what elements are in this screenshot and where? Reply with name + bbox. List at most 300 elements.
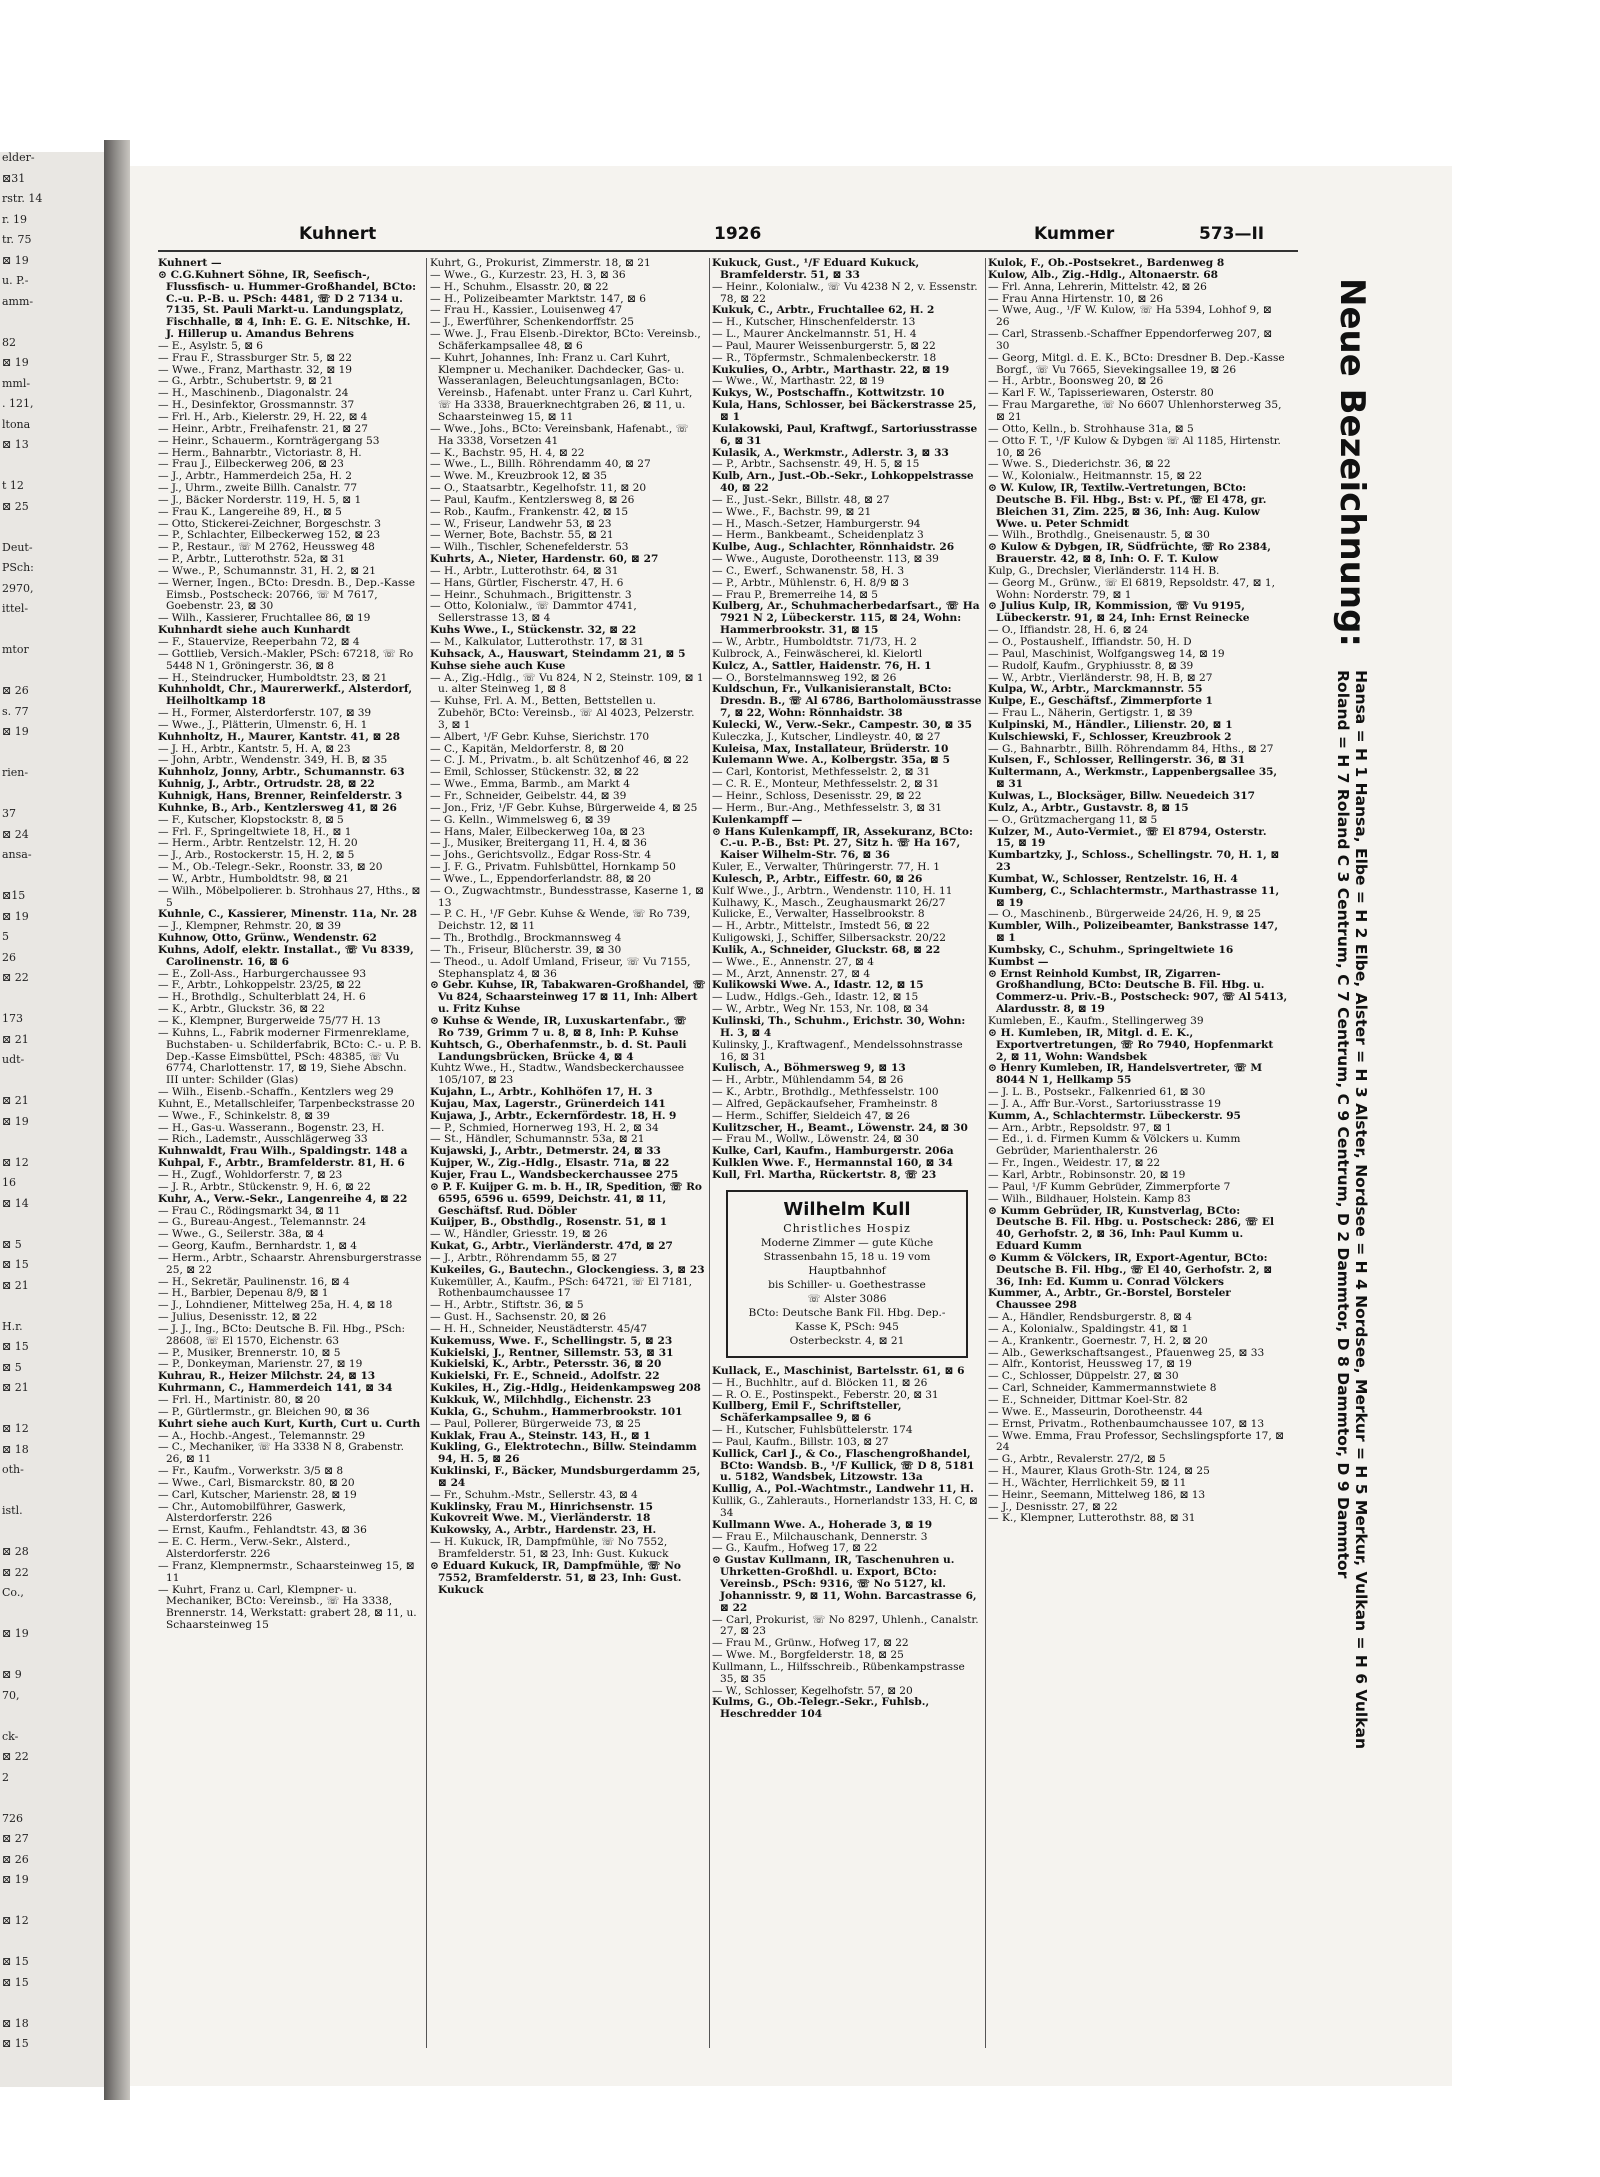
directory-entry: — H., Sekretär, Paulinenstr. 16, ⊠ 4 [158,1275,350,1288]
left-fragment: 173 [2,1012,23,1025]
left-fragment: 70, [2,1688,20,1702]
left-fragment: istl. [2,1504,23,1517]
directory-entry: — H., Desinfektor, Grossmannstr. 37 [158,399,355,412]
left-fragment: ⊠ 21 [2,1278,29,1292]
directory-entry: — Wwe., L., Eppendorferlandstr. 88, ⊠ 20 [430,872,651,885]
directory-entry: Kukeiles, G., Bautechn., Glockengiess. 3, ⊠ 23 [430,1263,705,1276]
directory-entry: ⊙ W. Kulow, IR, Textilw.-Vertretungen, BCto: Deutsche B. Fil. Hbg., Bst: v. Pf., ☏ El 478, gr. Bleichen 31, Zim. 225, ⊠ 36, Inh: Aug. Kulow Wwe. u. Peter Schmidt [988,482,1267,530]
directory-entry: — H., Maschinenb., Diagonalstr. 24 [158,387,349,400]
left-fragment [0,747,104,768]
left-fragment: ⊠ 19 [2,725,29,738]
directory-entry: — H., Kutscher, Hinschenfelderstr. 13 [712,316,916,329]
directory-entry: Kumbst — [988,955,1049,968]
sidebar-line-1: Hansa = H 1 Hansa, Elbe = H 2 Elbe, Alster = H 3 Alster, Nordsee = H 4 Nordsee, Merkur = H 5 Merkur, Vulkan = H 6 Vulkan [1352,670,1370,1750]
directory-entry: Kulitzscher, H., Beamt., Löwenstr. 24, ⊠ 30 [712,1121,968,1134]
directory-entry: — M., Ob.-Telegr.-Sekr., Roonstr. 33, ⊠ 20 [158,861,383,874]
directory-entry: Kuklinski, F., Bäcker, Mundsburgerdamm 25, ⊠ 24 [430,1465,701,1489]
left-fragment [0,521,104,542]
left-fragment: ⊠ 15 [2,1975,29,1989]
directory-entry: Kukielski, Fr. E., Schneid., Adolfstr. 22 [430,1370,660,1383]
directory-entry: — H. H., Schneider, Neustädterstr. 45/47 [430,1322,648,1335]
directory-entry: Kujawa, J., Arbtr., Eckernfördestr. 18, H. 9 [430,1109,677,1122]
directory-entry: Kulwas, L., Blocksäger, Billw. Neuedeich 317 [988,789,1255,802]
directory-entry: Kukielski, K., Arbtr., Petersstr. 36, ⊠ 20 [430,1358,662,1371]
header-first-name: Kuhnert [299,224,377,244]
page-header [154,224,1292,248]
directory-entry: — P., Restaur., ☏ M 2762, Heussweg 48 [158,541,375,554]
left-fragment: ⊠ 12 [2,1422,29,1435]
directory-entry: ⊙ P. F. Kuijper G. m. b. H., IR, Spedition, ☏ Ro 6595, 6596 u. 6599, Deichstr. 41, ⊠ 11, Geschäftsf. Rud. Döbler [430,1180,702,1217]
directory-entry: — O., Grützmachergang 11, ⊠ 5 [988,813,1158,826]
directory-entry: — M., Arzt, Annenstr. 27, ⊠ 4 [712,967,871,980]
directory-entry: Kukiles, H., Zig.-Hdlg., Heidenkampsweg 208 [430,1382,701,1395]
column-divider [985,258,986,2048]
directory-entry: Kulke, Carl, Kaufm., Hamburgerstr. 206a [712,1145,954,1158]
directory-entry: — Fr., Schuhm.-Mstr., Sellerstr. 43, ⊠ 4 [430,1488,638,1501]
directory-entry: — E., Schneider, Dittmar Koel-Str. 82 [988,1394,1189,1406]
directory-entry: — Wwe. S., Diederichstr. 36, ⊠ 22 [988,458,1171,471]
directory-entry: Kulz, A., Arbtr., Gustavstr. 8, ⊠ 15 [988,801,1189,814]
directory-entry: Kukemuss, Wwe. F., Schellingstr. 5, ⊠ 23 [430,1334,673,1347]
directory-entry: — Wwe. M., Borgfelderstr. 18, ⊠ 25 [712,1649,904,1662]
directory-entry: — Jon., Friz, ¹/F Gebr. Kuhse, Bürgerweide 4, ⊠ 25 [430,801,698,814]
directory-entry: Kulcz, A., Sattler, Haidenstr. 76, H. 1 [712,659,932,672]
directory-entry: — Georg M., Grünw., ☏ El 6819, Repsoldstr. 47, ⊠ 1, Wohn: Norderstr. 79, ⊠ 1 [988,576,1276,601]
directory-entry: Kujahn, L., Arbtr., Kohlhöfen 17, H. 3 [430,1086,653,1099]
column-divider [426,258,427,2048]
left-fragment: ⊠ 25 [2,499,29,513]
directory-entry: — Kuhse, Frl. A. M., Betten, Bettstellen u. Zubehör, BCto: Vereinsb., ☏ Al 4023, Pelzerstr. 3, ⊠ 1 [430,695,695,731]
directory-entry: Kuhtz Wwe., H., Stadtw., Wandsbeckerchaussee 105/107, ⊠ 23 [430,1062,684,1087]
directory-entry: — Frl. H., Martinistr. 80, ⊠ 20 [158,1394,321,1406]
directory-entry: — Heinr., Schloss, Desenisstr. 29, ⊠ 22 [712,789,922,802]
directory-entry: — Wilh., Möbelpolierer. b. Strohhaus 27, Hths., ⊠ 5 [158,884,421,909]
directory-entry: Kuler, E., Verwalter, Thüringerstr. 77, H. 1 [712,861,940,874]
directory-entry: — Wwe., Emma, Barmb., am Markt 4 [430,778,630,791]
left-fragment: 82 [2,335,16,349]
directory-entry: — K., Arbtr., Brothdlg., Methfesselstr. 100 [712,1086,939,1099]
left-fragment [0,624,104,645]
directory-entry: — Frau P., Bremerreihe 14, ⊠ 5 [712,588,878,601]
column-3 [712,258,982,2048]
directory-entry: Kujper, W., Zig.-Hdlg., Elsastr. 71a, ⊠ 22 [430,1157,670,1170]
directory-entry: — Rob., Kaufm., Frankenstr. 42, ⊠ 15 [430,505,629,518]
directory-entry: ⊙ Gustav Kullmann, IR, Taschenuhren u. Uhrketten-Großhdl. u. Export, BCto: Vereinsb., PSch: 9316, ☏ No 5127, kl. Johannisstr. 9, ⊠ 11, Wohn. Barcastrasse 6, ⊠ 22 [712,1554,977,1614]
column-1 [158,258,422,2048]
directory-entry: — Heinr., Schuhmach., Brigittenstr. 3 [430,588,632,601]
directory-entry: — Karl, Arbtr., Robinsonstr. 20, ⊠ 19 [988,1168,1186,1181]
left-fragment: ⊠ 27 [2,1832,29,1845]
left-page-fragment [0,152,104,2087]
directory-entry: Kuhrt, G., Prokurist, Zimmerstr. 18, ⊠ 21 [430,258,651,269]
column-divider [709,258,710,2048]
directory-entry: — F., Stauervize, Reeperbahn 72, ⊠ 4 [158,636,360,648]
directory-entry: Kuhnhardt siehe auch Kunhardt [158,624,351,637]
left-fragment [0,1608,104,1629]
left-fragment: ansa- [2,848,32,861]
directory-entry: — Wwe., Auguste, Dorotheenstr. 113, ⊠ 39 [712,553,939,566]
directory-entry: Kuhse siehe auch Kuse [430,659,566,672]
directory-entry: Kulicke, E., Verwalter, Hasselbrookstr. 8 [712,908,925,921]
directory-entry: — Frau H., Kassier., Louisenweg 47 [430,304,623,317]
directory-entry: — O., Maschinenb., Bürgerweide 24/26, H. 9, ⊠ 25 [988,908,1262,921]
directory-entry: — W., Arbtr., Humboldtstr. 71/73, H. 2 [712,636,917,648]
directory-entry: — H., Arbtr., Stiftstr. 36, ⊠ 5 [430,1299,584,1312]
directory-entry: — Gust. H., Sachsenstr. 20, ⊠ 26 [430,1311,607,1324]
left-fragment: 16 [2,1176,16,1189]
directory-entry: — Julius, Desenisstr. 12, ⊠ 22 [158,1311,318,1324]
directory-entry: — Wilh., Eisenb.-Schaffn., Kentzlers weg 29 [158,1086,394,1099]
left-fragment: ⊠ 15 [2,1258,29,1271]
directory-entry: — Fr., Schneider, Geibelstr. 44, ⊠ 39 [430,789,627,802]
directory-entry: Kuleczka, J., Kutscher, Lindleystr. 40, ⊠ 27 [712,730,941,743]
left-fragment: ⊠ 19 [2,1114,29,1128]
left-fragment: . 121, [2,397,34,410]
directory-entry: — Frau Anna Hirtenstr. 10, ⊠ 26 [988,292,1164,305]
advertisement-box [726,1190,968,1358]
directory-entry: — O., Borstelmannsweg 192, ⊠ 26 [712,671,897,684]
book-gutter [104,140,130,2100]
directory-entry: — Otto, Stickerei-Zeichner, Borgeschstr. 3 [158,517,381,530]
directory-entry: — Otto, Kolonialw., ☏ Dammtor 4741, Sellerstrasse 13, ⊠ 4 [430,600,637,625]
directory-entry: — G., Kaufm., Hofweg 17, ⊠ 22 [712,1542,878,1555]
left-fragment: ⊠ 19 [2,1627,29,1640]
directory-entry: — J., Arbtr., Röhrendamm 55, ⊠ 27 [430,1251,618,1264]
directory-entry: — Heinr., Schauerm., Kornträgergang 53 [158,434,380,447]
directory-entry: — Herm., Bankbeamt., Scheidenplatz 3 [712,529,924,542]
directory-entry: — Albert, ¹/F Gebr. Kuhse, Sierichstr. 170 [430,730,650,743]
left-fragment: Co., [2,1586,24,1599]
left-fragment: r. 19 [2,212,28,226]
ad-subtitle: Christliches Hospiz [783,1221,911,1235]
directory-entry: — Kuhrt, Franz u. Carl, Klempner- u. Mechaniker, BCto: Vereinsb., ☏ Ha 3338, Brennerstr. 14, Werkstatt: grabert 28, ⊠ 11, u. Schaarsteinweg 15 [158,1583,417,1632]
directory-entry: Kujau, Max, Lagerstr., Grünerdeich 141 [430,1097,666,1110]
directory-entry: — E., Zoll-Ass., Harburgerchaussee 93 [158,967,367,980]
directory-entry: Kulok, F., Ob.-Postsekret., Bardenweg 8 [988,258,1225,269]
directory-entry: Kull, Frl. Martha, Rückertstr. 8, ☏ 23 [712,1168,937,1181]
directory-entry: Kullick, Carl J., & Co., Flaschengroßhandel, BCto: Wandsb. B., ¹/F Kullick, ☏ D 8, 5181 u. 5182, Wandsbek, Litzowstr. 13a [712,1447,975,1484]
directory-entry: — Georg, Kaufm., Bernhardstr. 1, ⊠ 4 [158,1240,357,1253]
directory-entry: — Fr., Kaufm., Vorwerkstr. 3/5 ⊠ 8 [158,1465,344,1478]
left-fragment [0,1136,104,1157]
directory-entry: — Fr., Ingen., Weidestr. 17, ⊠ 22 [988,1157,1160,1170]
directory-entry: — O., Iffiandstr. 28, H. 6, ⊠ 24 [988,624,1148,637]
directory-entry: Kumm, A., Schlachtermstr. Lübeckerstr. 95 [988,1109,1241,1122]
directory-entry: — Herm., Bur.-Ang., Methfesselstr. 3, ⊠ 31 [712,801,942,814]
directory-entry: Kulenkampff — [712,813,803,826]
directory-entry: — W., Arbtr., Vierländerstr. 98, H. B, ⊠ 27 [988,671,1213,684]
directory-entry: — H., Zugf., Wohldorferstr. 7, ⊠ 23 [158,1168,343,1181]
directory-entry: Kuhtsch, G., Oberhafenmstr., b. d. St. Pauli Landungsbrücken, Brücke 4, ⊠ 4 [430,1038,687,1063]
directory-entry: Kuhrau, R., Heizer Milchstr. 24, ⊠ 13 [158,1370,376,1383]
directory-entry: — O., Zugwachtmstr., Bundesstrasse, Kaserne 1, ⊠ 13 [430,884,704,909]
directory-entry: — Herm., Arbtr. Rentzelstr. 12, H. 20 [158,837,358,850]
left-fragment: ⊠15 [2,889,26,902]
directory-entry: — Wwe., F., Bachstr. 99, ⊠ 21 [712,505,872,518]
directory-entry: Kulf Wwe., J., Arbtrn., Wendenstr. 110, H. 11 [712,884,953,897]
directory-entry: — J., Ewerführer, Schenkendorffstr. 25 [430,316,634,329]
left-fragment: t 12 [2,479,24,492]
directory-entry: ⊙ Hans Kulenkampff, IR, Assekuranz, BCto: C.-u. P.-B., Bst: Pt. 27, Sitz h. ☏ Ha 167, Kaiser Wilhelm-Str. 76, ⊠ 36 [712,825,973,862]
left-fragment [0,460,104,481]
directory-entry: — F., Kutscher, Klopstockstr. 8, ⊠ 5 [158,813,344,826]
directory-entry: — Wwe., Johs., BCto: Vereinsbank, Hafenabt., ☏ Ha 3338, Vorsetzen 41 [430,422,689,447]
directory-entry: ⊙ Ernst Reinhold Kumbst, IR, Zigarren-Großhandlung, BCto: Deutsche B. Fil. Hbg. u. Commerz-u. Priv.-B., Postscheck: 907, ☏ Al 5413, Alardusstr. 8, ⊠ 19 [988,967,1288,1016]
directory-entry: Kulp, G., Drechsler, Vierländerstr. 114 H. B. [988,564,1220,577]
directory-entry: — Frau K., Langereihe 89, H., ⊠ 5 [158,505,342,518]
directory-entry: — J. H., Arbtr., Kantstr. 5, H. A, ⊠ 23 [158,742,351,755]
left-fragment [0,1936,104,1957]
directory-entry: — K., Klempner, Lutterothstr. 88, ⊠ 31 [988,1512,1196,1525]
directory-entry: Kullik, G., Zahlerauts., Hornerlandstr 133, H. C, ⊠ 34 [712,1495,978,1519]
directory-entry: — G., Arbtr., Revalerstr. 27/2, ⊠ 5 [988,1453,1166,1466]
directory-entry: Kullig, A., Pol.-Wachtmstr., Landwehr 11, H. [712,1483,974,1496]
directory-entry: — Paul, Kaufm., Kentzlersweg 8, ⊠ 26 [430,493,635,506]
directory-entry: — H., Kutscher, Fuhlsbüttelerstr. 174 [712,1424,913,1437]
left-fragment: ⊠ 15 [2,1340,29,1353]
directory-entry: — W., Arbtr., Weg Nr. 153, Nr. 108, ⊠ 34 [712,1003,929,1016]
directory-entry: Kukovreit Wwe. M., Vierländerstr. 18 [430,1512,651,1525]
left-fragment [0,1300,104,1321]
left-fragment [0,316,104,337]
directory-entry: Kuhnert — [158,258,222,269]
ad-title: Wilhelm Kull [783,1198,911,1220]
left-fragment [0,1997,104,2018]
directory-entry: — Wwe., Franz, Marthastr. 32, ⊠ 19 [158,363,353,376]
directory-entry: — J., Lohndiener, Mittelweg 25a, H. 4, ⊠ 18 [158,1299,393,1312]
directory-entry: Kukuck, Gust., ¹/F Eduard Kukuck, Bramfelderstr. 51, ⊠ 33 [712,258,920,281]
left-fragment [0,870,104,891]
directory-entry: — A., Händler, Rendsburgerstr. 8, ⊠ 4 [988,1311,1193,1324]
left-fragment [0,993,104,1014]
directory-entry: — H. Kukuck, IR, Dampfmühle, ☏ No 7552, Bramfelderstr. 51, ⊠ 23, Inh: Gust. Kukuck [430,1536,669,1560]
left-fragment: PSch: [2,561,34,574]
directory-entry: — J., Klempner, Rehmstr. 20, ⊠ 39 [158,920,341,933]
directory-entry: ⊙ Henry Kumleben, IR, Handelsvertreter, ☏ M 8044 N 1, Hellkamp 55 [988,1062,1263,1087]
directory-entry: — H., Steindrucker, Humboldtstr. 23, ⊠ 21 [158,671,388,684]
directory-entry: — K., Arbtr., Gluckstr. 36, ⊠ 22 [158,1003,326,1016]
directory-entry: Kuldschun, Fr., Vulkanisieranstalt, BCto: Dresdn. B., ☏ Al 6786, Bartholomäusstrasse 7, ⊠ 22, Wohn: Rönnhaidstr. 38 [712,683,982,720]
directory-entry: — J. L. B., Postsekr., Falkenried 61, ⊠ 30 [988,1086,1206,1099]
directory-entry: — Herm., Bahnarbtr., Victoriastr. 8, H. [158,446,362,459]
directory-entry: Kulpe, E., Geschäftsf., Zimmerpforte 1 [988,695,1213,708]
directory-entry: — Frau F., Strassburger Str. 5, ⊠ 22 [158,351,352,364]
directory-entry: — W., Arbtr., Humboldtstr. 98, ⊠ 21 [158,872,349,885]
left-fragment: 726 [2,1811,23,1825]
directory-entry: — P., Arbtr., Sachsenstr. 49, H. 5, ⊠ 15 [712,458,920,471]
left-fragment: ⊠ 19 [2,1873,29,1886]
ad-bank: BCto: Deutsche Bank Fil. Hbg. Dep.-Kasse K, PSch: 945 [748,1306,946,1333]
directory-entry: — H., Gas-u. Wasserann., Bogenstr. 23, H. [158,1121,385,1134]
left-fragment: ltona [2,417,31,431]
directory-entry: — Wwe. Emma, Frau Professor, Sechslingspforte 17, ⊠ 24 [988,1429,1285,1454]
directory-entry: — Alfr., Kontorist, Heussweg 17, ⊠ 19 [988,1358,1192,1371]
directory-entry: Kulb, Arn., Just.-Ob.-Sekr., Lohkoppelstrasse 40, ⊠ 22 [712,470,974,495]
directory-entry: — J., Desnisstr. 27, ⊠ 22 [988,1500,1118,1513]
directory-entry: Kulschiewski, F., Schlosser, Kreuzbrook 2 [988,730,1232,743]
left-fragment: ⊠ 5 [2,1360,22,1374]
directory-entry: — R., Töpfermstr., Schmalenbeckerstr. 18 [712,351,937,364]
directory-entry: ⊙ C.G.Kuhnert Söhne, IR, Seefisch-, Flussfisch- u. Hummer-Großhandel, BCto: C.-u. P.-B. u. PSch: 4481, ☏ D 2 7134 u. 7135, St. Pauli Markt-u. Landungsplatz, Fischhalle, ⊠ 4, Inh: E. G. E. Nitschke, H. J. Hillerup u. Amandus Behrens [158,268,417,341]
directory-entry: — Wwe. M., Kreuzbrook 12, ⊠ 35 [430,470,607,483]
column-2 [430,258,706,2048]
directory-entry: — Rich., Lademstr., Ausschlägerweg 33 [158,1133,368,1146]
directory-entry: — Wwe. J., Frau Elsenb.-Direktor, BCto: Vereinsb., Schäferkampsallee 48, ⊠ 6 [430,328,701,352]
left-fragment: ⊠ 28 [2,1545,29,1558]
directory-entry: — H., Maurer, Klaus Groth-Str. 124, ⊠ 25 [988,1465,1210,1478]
directory-entry: Kumberg, C., Schlachtermstr., Marthastrasse 11, ⊠ 19 [988,884,1280,909]
directory-entry: — Frau M., Wollw., Löwenstr. 24, ⊠ 30 [712,1133,919,1146]
directory-entry: Kummer, A., Arbtr., Gr.-Borstel, Borsteler Chaussee 298 [988,1287,1231,1312]
directory-entry: — W., Schlosser, Kegelhofstr. 57, ⊠ 20 [712,1684,913,1697]
sidebar-codes [1334,670,1370,1749]
directory-entry: — C., Schlosser, Düppelstr. 27, ⊠ 30 [988,1370,1179,1383]
directory-entry: — P., Donkeyman, Marienstr. 27, ⊠ 19 [158,1358,363,1371]
directory-entry: Kulik, A., Schneider, Gluckstr. 68, ⊠ 22 [712,943,941,956]
left-fragment [0,1895,104,1916]
directory-entry: Kukling, G., Elektrotechn., Billw. Steindamm 94, H. 5, ⊠ 26 [430,1441,697,1466]
directory-entry: — C. J. M., Privatm., b. alt Schützenhof 46, ⊠ 22 [430,754,689,767]
directory-entry: Kulesch, P., Arbtr., Eiffestr. 60, ⊠ 26 [712,872,923,885]
left-fragment [0,1710,104,1731]
directory-entry: Kuklak, Frau A., Steinstr. 143, H., ⊠ 1 [430,1429,651,1442]
directory-entry: ⊙ Gebr. Kuhse, IR, Tabakwaren-Großhandel, ☏ Vu 824, Schaarsteinweg 17 ⊠ 11, Inh: Albert u. Fritz Kuhse [430,979,706,1016]
directory-entry: Kulakowski, Paul, Kraftwgf., Sartoriusstrasse 6, ⊠ 31 [712,422,978,447]
directory-entry: — C., Ewerf., Schwanenstr. 58, H. 3 [712,564,905,577]
directory-entry: Kullmann, L., Hilfsschreib., Rübenkampstrasse 35, ⊠ 35 [712,1660,965,1685]
left-fragment: H.r. [2,1319,23,1333]
ad-line: bis Schiller- u. Goethestrasse [768,1278,926,1291]
directory-entry: Kulecki, W., Verw.-Sekr., Campestr. 30, ⊠ 35 [712,718,972,731]
directory-entry: — Carl, Schneider, Kammermannstwiete 8 [988,1382,1217,1395]
directory-entry: — J., Arb., Rostockerstr. 15, H. 2, ⊠ 5 [158,849,355,862]
directory-entry: — Frau J., Eilbeckerweg 206, ⊠ 23 [158,458,344,471]
directory-entry: — J., Uhrm., zweite Billh. Canalstr. 77 [158,482,358,495]
directory-entry: — J. R., Arbtr., Stückenstr. 9, H. 6, ⊠ 22 [158,1180,371,1193]
directory-entry: — Paul, Maurer Weissenburgerstr. 5, ⊠ 22 [712,339,936,352]
directory-entry: — Ed., i. d. Firmen Kumm & Völckers u. Kumm Gebrüder, Marienthalerstr. 26 [988,1133,1241,1158]
directory-entry: — P., Schmied, Hornerweg 193, H. 2, ⊠ 34 [430,1121,659,1134]
directory-entry: — Paul, ¹/F Kumm Gebrüder, Zimmerpforte 7 [988,1180,1231,1193]
directory-entry: — J., Musiker, Breitergang 11, H. 4, ⊠ 36 [430,837,647,850]
left-fragment: ⊠ 15 [2,2037,29,2050]
directory-entry: — G. Kelln., Wimmelsweg 6, ⊠ 39 [430,813,611,826]
directory-entry: — Alb., Gewerkschaftsangest., Pfauenweg 25, ⊠ 33 [988,1346,1265,1359]
directory-entry: Kulklen Wwe. F., Hermannstal 160, ⊠ 34 [712,1157,953,1170]
left-fragment: ⊠ 15 [2,1955,29,1968]
directory-entry: Kuhnt, E., Metallschleifer, Tarpenbeckstrasse 20 [158,1097,415,1110]
directory-entry: — Theod., u. Adolf Umland, Friseur, ☏ Vu 7155, Stephansplatz 4, ⊠ 36 [430,955,691,980]
directory-entry: — Th., Brothdlg., Brockmannsweg 4 [430,932,622,945]
directory-entry: Kulow, Alb., Zig.-Hdlg., Altonaerstr. 68 [988,268,1218,281]
directory-entry: — Werner, Ingen., BCto: Dresdn. B., Dep.-Kasse Eimsb., Postscheck: 20766, ☏ M 7617, Goebenstr. 23, ⊠ 30 [158,576,416,613]
directory-entry: Kuligowski, J., Schiffer, Silbersackstr. 20/22 [712,932,946,945]
directory-entry: — A., Hochb.-Angest., Telemannstr. 29 [158,1429,366,1442]
directory-entry: — Frau M., Grünw., Hofweg 17, ⊠ 22 [712,1637,909,1650]
directory-entry: — C. R. E., Monteur, Methfesselstr. 2, ⊠ 31 [712,778,940,791]
directory-entry: — Emil, Schlosser, Stückenstr. 32, ⊠ 22 [430,766,639,779]
directory-entry: Kulasik, A., Werkmstr., Adlerstr. 3, ⊠ 33 [712,446,949,459]
directory-entry: — W., Kolonialw., Heitmannstr. 15, ⊠ 22 [988,470,1203,483]
directory-entry: Kuhr, A., Verw.-Sekr., Langenreihe 4, ⊠ 22 [158,1192,408,1205]
left-fragment [0,1485,104,1506]
directory-entry: — Wilh., Bildhauer, Holstein. Kamp 83 [988,1192,1191,1205]
directory-entry: — Frl. H., Arb., Kielerstr. 29, H. 22, ⊠ 4 [158,410,368,423]
directory-entry: Kumleben, E., Kaufm., Stellingerweg 39 [988,1015,1204,1027]
directory-entry: Kulsen, F., Schlosser, Rellingerstr. 36, ⊠ 31 [988,754,1246,767]
left-fragment: ⊠ 12 [2,1155,29,1169]
directory-entry: Kulpa, W., Arbtr., Marckmannstr. 55 [988,683,1203,696]
directory-entry: — Th., Friseur, Blücherstr. 39, ⊠ 30 [430,943,622,956]
left-fragment: elder- [2,152,35,164]
directory-entry: Kuhnholz, Jonny, Arbtr., Schumannstr. 63 [158,766,405,779]
directory-entry: Kulikowski Wwe. A., Idastr. 12, ⊠ 15 [712,979,924,992]
directory-entry: — E., Just.-Sekr., Billstr. 48, ⊠ 27 [712,493,890,506]
directory-entry: Kulhawy, K., Masch., Zeughausmarkt 26/27 [712,896,946,909]
directory-entry: — Frau C., Rödingsmarkt 34, ⊠ 11 [158,1204,341,1217]
left-fragment: ⊠ 21 [2,1381,29,1394]
directory-entry: ⊙ Kumm Gebrüder, IR, Kunstverlag, BCto: Deutsche B. Fil. Hbg. u. Postscheck: 286, ☏ El 40, Gerhofstr. 2, ⊠ 36, Inh: Paul Kumm u. Eduard Kumm [988,1204,1274,1253]
directory-entry: — Frau L., Näherin, Gertigstr. 1, ⊠ 39 [988,707,1193,720]
left-fragment: ⊠ 13 [2,438,29,451]
directory-entry: Kuhrts, A., Nieter, Hardenstr. 60, ⊠ 27 [430,553,659,566]
ad-line: Moderne Zimmer — gute Küche [760,1236,934,1249]
left-fragment: u. P.- [2,274,29,287]
directory-entry: — Heinr., Kolonialw., ☏ Vu 4238 N 2, v. Essenstr. 78, ⊠ 22 [712,280,978,305]
directory-page [130,166,1452,2086]
directory-entry: Kuhsack, A., Hauswart, Steindamm 21, ⊠ 5 [430,647,686,660]
directory-entry: Kula, Hans, Schlosser, bei Bäckerstrasse 25, ⊠ 1 [712,399,977,423]
directory-entry: — Franz, Klempnermstr., Schaarsteinweg 15, ⊠ 11 [158,1559,415,1584]
directory-entry: — Frau Margarethe, ☏ No 6607 Uhlenhorsterweg 35, ⊠ 21 [988,399,1282,423]
directory-entry: Kukowsky, A., Arbtr., Hardenstr. 23, H. [430,1524,657,1537]
directory-entry: — A., Kolonialw., Spaldingstr. 41, ⊠ 1 [988,1322,1189,1335]
left-fragment [0,2079,104,2087]
directory-entry: Kuhnholtz, H., Maurer, Kantstr. 41, ⊠ 28 [158,730,400,743]
directory-entry: — L., Maurer Anckelmannstr. 51, H. 4 [712,328,917,341]
left-fragment: ⊠ 9 [2,1668,22,1681]
left-fragment: ⊠ 22 [2,1750,29,1763]
directory-entry: — G., Arbtr., Schubertstr. 9, ⊠ 21 [158,375,334,388]
directory-entry: — G., Bureau-Angest., Telemannstr. 24 [158,1216,367,1229]
directory-entry: — G., Bahnarbtr., Billh. Röhrendamm 84, Hths., ⊠ 27 [988,742,1274,755]
directory-entry: — Paul, Pollerer, Bürgerweide 73, ⊠ 25 [430,1417,641,1430]
directory-entry: — P., Musiker, Brennerstr. 10, ⊠ 5 [158,1346,341,1359]
directory-entry: — Ernst, Privatm., Rothenbaumchaussee 107, ⊠ 13 [988,1417,1265,1430]
directory-entry: — H., Brothdlg., Schulterblatt 24, H. 6 [158,991,366,1004]
left-fragment: ⊠ 26 [2,684,29,697]
left-fragment: amm- [2,294,34,308]
directory-entry: Kukielski, J., Rentner, Sillemstr. 53, ⊠ 31 [430,1346,674,1359]
directory-entry: Kuleisa, Max, Installateur, Brüderstr. 10 [712,742,949,755]
left-fragment [0,1218,104,1239]
directory-entry: — W., Friseur, Landwehr 53, ⊠ 23 [430,517,612,530]
directory-entry: Kuhnke, B., Arb., Kentzlersweg 41, ⊠ 26 [158,801,397,814]
directory-entry: — Heinr., Arbtr., Freihafenstr. 21, ⊠ 27 [158,422,368,435]
directory-entry: Kulms, G., Ob.-Telegr.-Sekr., Fuhlsb., Heschredder 104 [712,1696,930,1721]
directory-entry: ⊙ Kulow & Dybgen, IR, Südfrüchte, ☏ Ro 2384, Brauerstr. 42, ⊠ 8, Inh: O. F. T. Kulow [988,541,1271,566]
left-fragment: Deut- [2,540,33,554]
left-fragment [0,1403,104,1424]
directory-entry: Kukla, G., Schuhm., Hammerbrookstr. 101 [430,1405,683,1418]
left-fragment: s. 77 [2,704,29,718]
directory-entry: — Otto, Kelln., b. Strohhause 31a, ⊠ 5 [988,422,1194,435]
directory-entry: Kukemüller, A., Kaufm., PSch: 64721, ☏ El 7181, Rothenbaumchaussee 17 [430,1275,692,1300]
directory-entry: — J. F. G., Privatm. Fuhlsbüttel, Hornkamp 50 [430,861,676,874]
directory-entry: ⊙ Eduard Kukuck, IR, Dampfmühle, ☏ No 7552, Bramfelderstr. 51, ⊠ 23, Inh: Gust. Kukuck [430,1559,682,1596]
left-fragment: ⊠ 22 [2,971,29,984]
directory-entry: — Wilh., Brothdlg., Gneisenaustr. 5, ⊠ 30 [988,529,1210,542]
